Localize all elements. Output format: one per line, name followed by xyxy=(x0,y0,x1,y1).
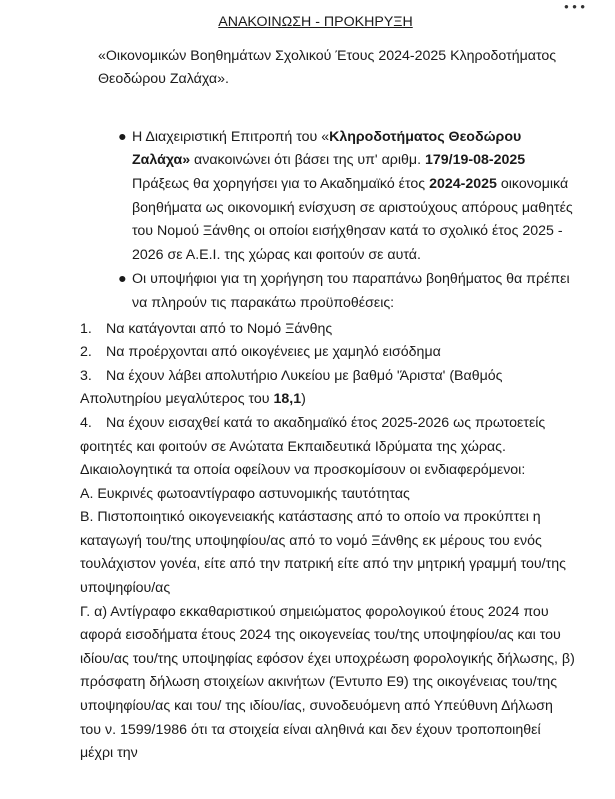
bullet-bold-text: Κληροδοτήματος Θεοδώρου Ζαλάχα» xyxy=(132,128,522,169)
list-text: Να κατάγονται από το Νομό Ξάνθης xyxy=(106,320,333,337)
subtitle: «Οικονομικών Βοηθημάτων Σχολικού Έτους 2024-2025 Κληροδοτήματος Θεοδώρου Ζαλάχα». xyxy=(98,47,557,88)
document-item-a: Α. Ευκρινές φωτοαντίγραφο αστυνομικής ταυτότητας xyxy=(80,485,410,502)
list-item xyxy=(80,412,575,459)
list-bold-text: 18,1 xyxy=(273,391,302,408)
bullet-text: Πράξεως θα χορηγήσει για το Ακαδημαϊκό έτος xyxy=(132,175,430,192)
document-item-c: Γ. α) Αντίγραφο εκκαθαριστικού σημειώματος φορολογικού έτους 2024 που αφορά εισοδήματα έτους 2024 της οικογενείας του/της υποψηφίου/ας και του ιδίου/ας του/της υποψηφίας εφόσον έχει υποχρέωση φορολογικής δήλωσης, β) πρόσφατη δήλωση στοιχείων ακινήτων (Έντυπο Ε9) της οικογένειας του/της υποψηφίου/ας και του/ της ιδίου/ίας, συνοδευόμενη από Υπεύθυνη Δήλωση του ν. 1599/1986 ότι τα στοιχεία είναι αληθινά και δεν έχουν τροποποιηθεί μέχρι την xyxy=(80,603,575,762)
list-number: 2. xyxy=(80,344,92,361)
bullet-bold-text: 2024-2025 xyxy=(429,175,497,192)
list-number: 1. xyxy=(80,320,92,337)
bullet-bold-text: 179/19-08-2025 xyxy=(424,152,526,169)
bullet-item-announcement xyxy=(118,126,575,268)
document-item-b: Β. Πιστοποιητικό οικογενειακής κατάστασης από το οποίο να προκύπτει η καταγωγή του/της υποψηφίου/ας από το νομό Ξάνθης εκ μέρους του ενός τουλάχιστον γονέα, είτε από την πατρική είτε από την μητρική γραμμή του/της υποψηφίου/ας xyxy=(80,509,566,597)
documents-intro: Δικαιολογητικά τα οποία οφείλουν να προσκομίσουν οι ενδιαφερόμενοι: xyxy=(80,462,526,479)
bullet-item-requirements xyxy=(118,268,575,315)
list-item xyxy=(80,365,575,412)
list-number: 3. xyxy=(80,367,92,384)
list-text: Να προέρχονται από οικογένειες με χαμηλό εισόδημα xyxy=(106,344,441,361)
list-text: Να έχουν λάβει απολυτήριο Λυκείου με βαθμό 'Άριστα' (Βαθμός Απολυτηρίου μεγαλύτερος του xyxy=(80,367,503,408)
bullet-icon: ● xyxy=(118,128,127,145)
list-number: 4. xyxy=(80,414,92,431)
bullet-text: Η Διαχειριστική Επιτροπή του « xyxy=(132,128,330,145)
bullet-icon: ● xyxy=(118,271,127,288)
list-item xyxy=(80,341,575,365)
page-title: ΑΝΑΚΟΙΝΩΣΗ - ΠΡΟΚΗΡΥΞΗ xyxy=(218,14,413,30)
list-text: ) xyxy=(301,391,306,408)
list-item xyxy=(80,318,575,342)
bullet-text: ανακοινώνει ότι βάσει της υπ' αριθμ. xyxy=(190,152,425,169)
more-options-icon[interactable]: • • • xyxy=(564,0,585,14)
list-text: Να έχουν εισαχθεί κατά το ακαδημαϊκό έτος 2025-2026 ως πρωτοετείς φοιτητές και φοιτούν σε Ανώτατα Εκπαιδευτικά Ιδρύματα της χώρας. xyxy=(80,414,546,455)
bullet-text: οικονομικά βοηθήματα ως οικονομική ενίσχυση σε αριστούχους απόρους μαθητές του Νομού Ξάνθης οι οποίοι εισήχθησαν κατά το σχολικό έτος 2025 - 2026 σε Α.Ε.Ι. της χώρας και φοιτούν σε αυτά. xyxy=(132,175,573,263)
bullet-text: Οι υποψήφιοι για τη χορήγηση του παραπάνω βοηθήματος θα πρέπει να πληρούν τις παρακάτω προϋποθέσεις: xyxy=(132,271,570,311)
